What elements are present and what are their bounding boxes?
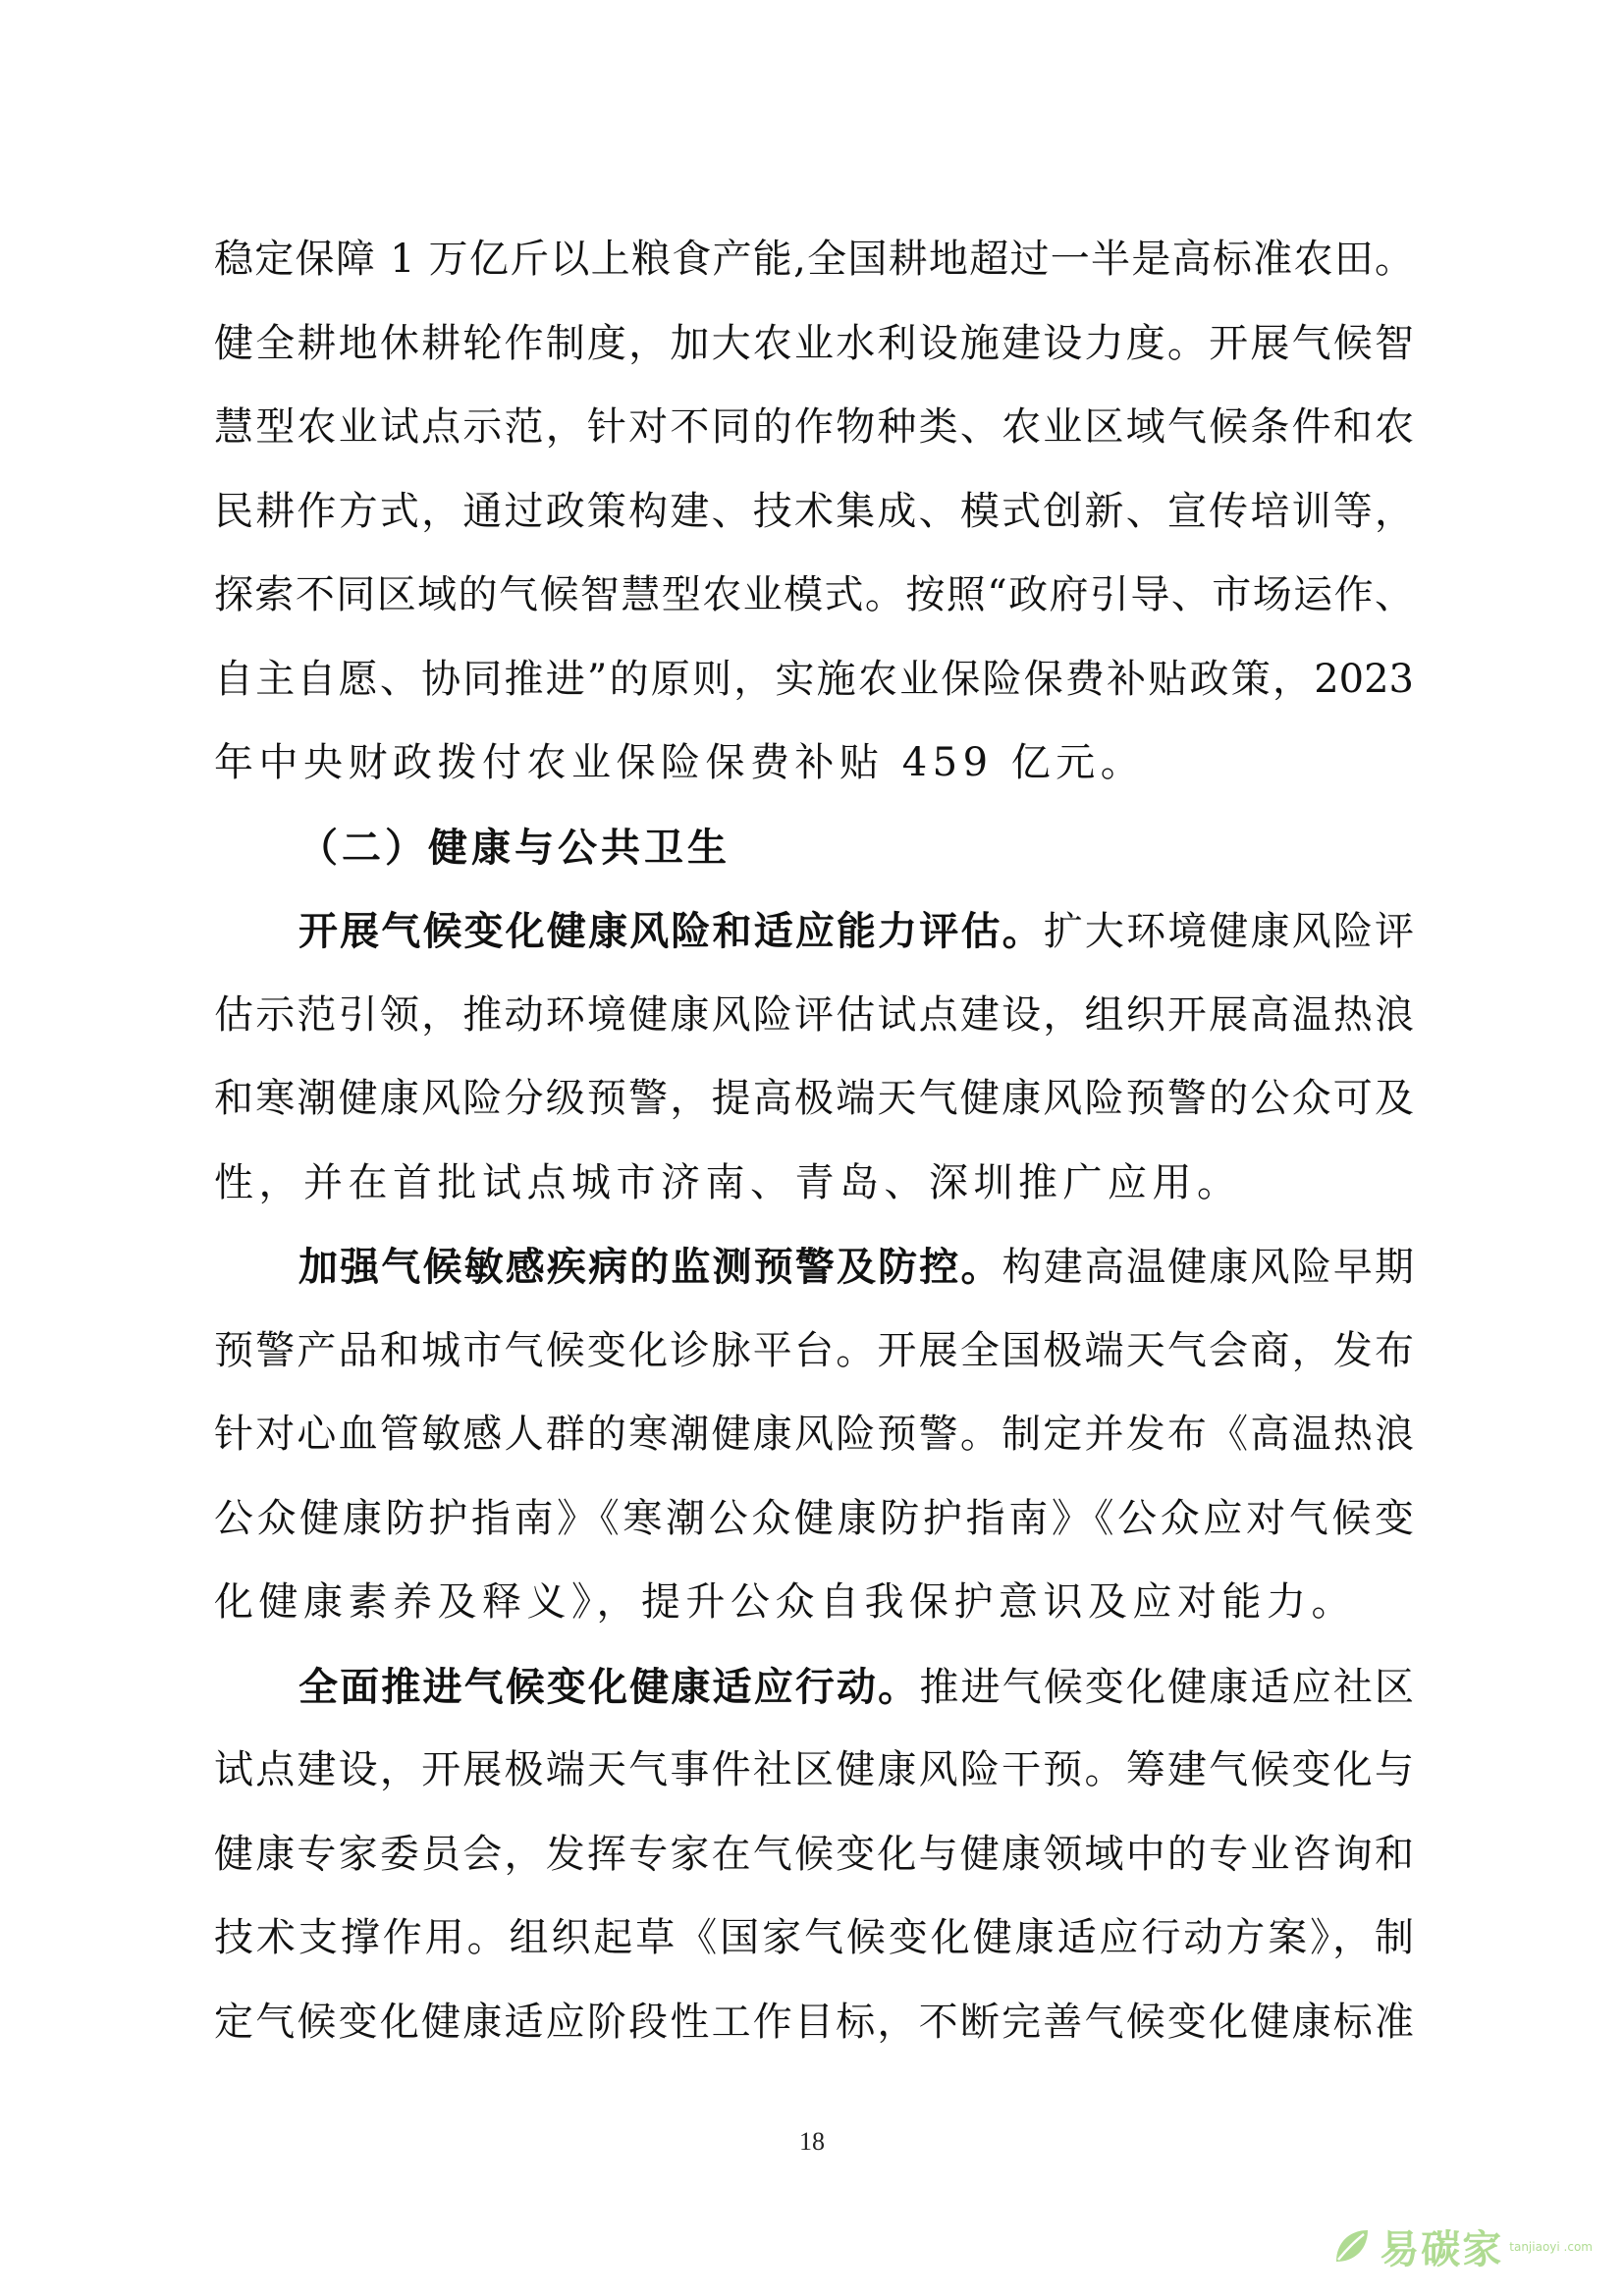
text-line: 化健康素养及释义》，提升公众自我保护意识及应对能力。 <box>214 1579 1356 1625</box>
paragraph-text: 扩大环境健康风险评 <box>1043 909 1414 954</box>
body-text <box>214 218 1414 2064</box>
text-line: 针对心血管敏感人群的寒潮健康风险预警。制定并发布《高温热浪 <box>214 1412 1414 1457</box>
text-line: 民耕作方式，通过政策构建、技术集成、模式创新、宣传培训等， <box>214 488 1414 534</box>
text-line: 年中央财政拨付农业保险保费补贴 459 亿元。 <box>214 740 1146 785</box>
page-number: 18 <box>799 2127 825 2156</box>
text-line: 和寒潮健康风险分级预警，提高极端天气健康风险预警的公众可及 <box>214 1076 1414 1121</box>
watermark-text: 易碳家 <box>1380 2227 1504 2272</box>
text-line: 技术支撑作用。组织起草《国家气候变化健康适应行动方案》，制 <box>214 1915 1414 1960</box>
leaf-icon <box>1328 2224 1374 2269</box>
paragraph-first-line <box>214 1225 1414 1309</box>
text-line: 健全耕地休耕轮作制度，加大农业水利设施建设力度。开展气候智 <box>214 320 1414 366</box>
text-line: 稳定保障 1 万亿斤以上粮食产能,全国耕地超过一半是高标准农田。 <box>214 237 1414 282</box>
text-line: 定气候变化健康适应阶段性工作目标，不断完善气候变化健康标准 <box>214 1999 1414 2045</box>
paragraph-text: 推进气候变化健康适应社区 <box>919 1664 1414 1710</box>
watermark-domain: tanjiaoyi .com <box>1509 2239 1593 2254</box>
text-line: 估示范引领，推动环境健康风险评估试点建设，组织开展高温热浪 <box>214 991 1414 1038</box>
text-line: 自主自愿、协同推进”的原则，实施农业保险保费补贴政策，2023 <box>214 656 1414 702</box>
paragraph-first-line <box>214 1645 1414 1730</box>
section-heading: （二）健康与公共卫生 <box>298 824 731 871</box>
paragraph-lead: 开展气候变化健康风险和适应能力评估。 <box>298 908 1044 954</box>
text-line: 探索不同区域的气候智慧型农业模式。按照“政府引导、市场运作、 <box>214 572 1414 617</box>
text-line: 公众健康防护指南》《寒潮公众健康防护指南》《公众应对气候变 <box>214 1495 1414 1541</box>
text-line: 试点建设，开展极端天气事件社区健康风险干预。筹建气候变化与 <box>214 1747 1414 1792</box>
watermark-logo <box>1328 2218 1593 2274</box>
paragraph-first-line <box>214 889 1414 974</box>
text-line: 性，并在首批试点城市济南、青岛、深圳推广应用。 <box>214 1159 1242 1205</box>
paragraph-text: 构建高温健康风险早期 <box>1001 1245 1414 1290</box>
text-line: 健康专家委员会，发挥专家在气候变化与健康领域中的专业咨询和 <box>214 1831 1414 1877</box>
paragraph-lead: 加强气候敏感疾病的监测预警及防控。 <box>298 1244 1002 1290</box>
paragraph-lead: 全面推进气候变化健康适应行动。 <box>298 1663 920 1710</box>
text-line: 预警产品和城市气候变化诊脉平台。开展全国极端天气会商，发布 <box>214 1327 1414 1373</box>
text-line: 慧型农业试点示范，针对不同的作物种类、农业区域气候条件和农 <box>214 404 1414 450</box>
